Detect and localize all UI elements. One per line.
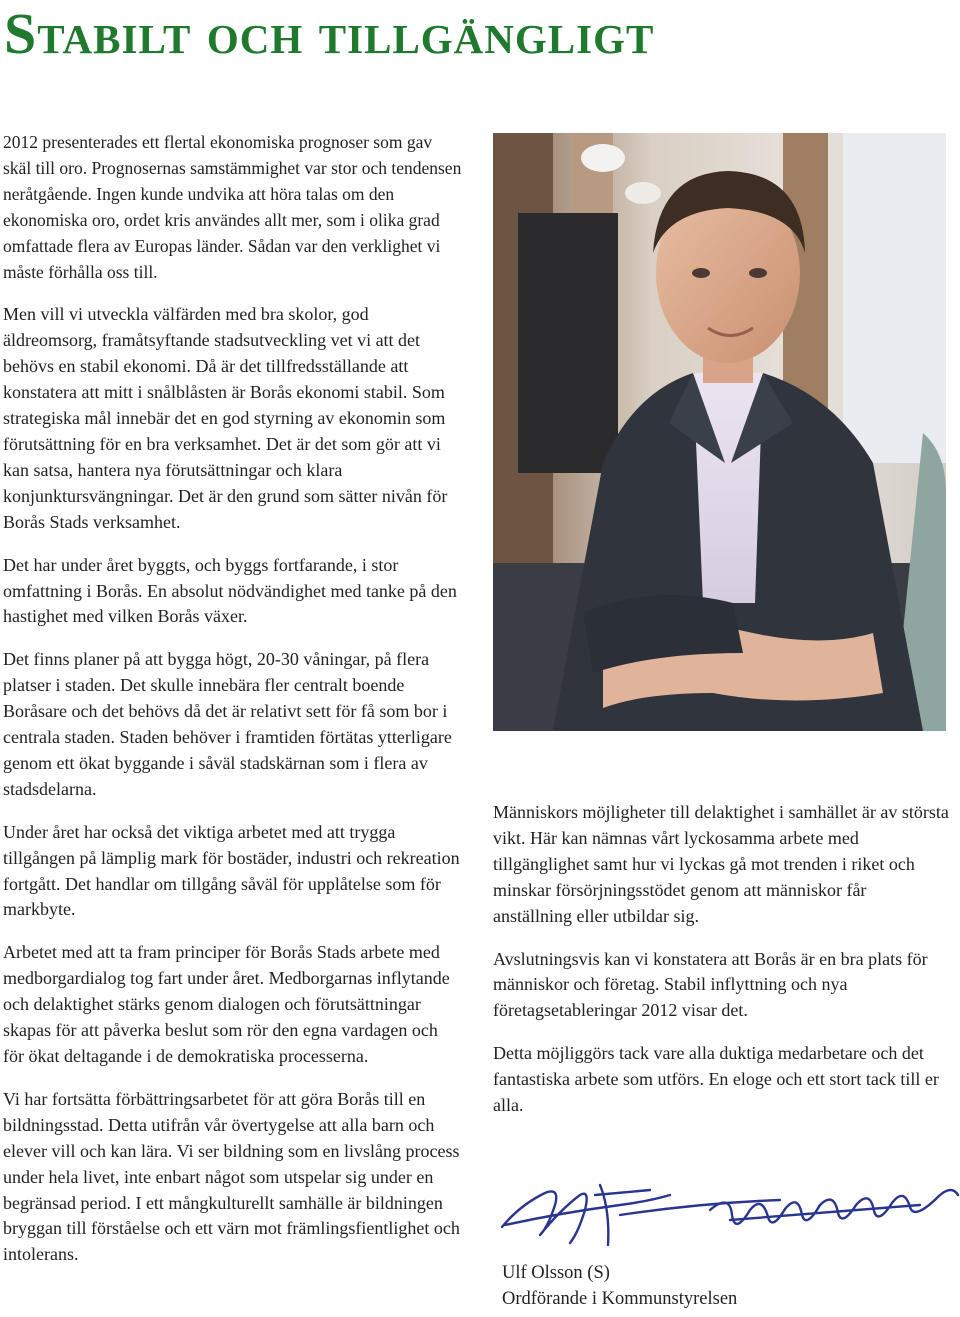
signatory-role: Ordförande i Kommunstyrelsen [502, 1289, 738, 1309]
paragraph-economy: Men vill vi utveckla välfärden med bra skolor, god äldreomsorg, framåtsyftande stadsutveckling vet vi att det behövs en stabil ekonomi. Då är det tillfredsställande att konstatera att mitt i snålblåsten är Borås ekonomi stabil. Som strategiska mål innebär det en god styrning av ekonomin som förutsättning för en bra verksamhet. Det är det som gör att vi kan satsa, hantera nya förutsättningar och klara konjunktursvängningar. Det är den grund som sätter nivån för Borås Stads verksamhet. [3, 304, 448, 532]
right-column [493, 800, 949, 1136]
paragraph-conclusion: Avslutningsvis kan vi konstatera att Borås är en bra plats för människor och företag. Stabil inflyttning och nya företagsetableringar 2012 visar det. [493, 948, 928, 1021]
paragraph-high-rise: Det finns planer på att bygga högt, 20-30 våningar, på flera platser i staden. Det skulle innebära fler centralt boende Boråsare och det behövs då det är relativt sett för få som bor i centrala staden. Staden behöver i framtiden förtätas ytterligare genom ett ökat byggande i såväl stadskärnan som i flera av stadsdelarna. [3, 649, 452, 799]
paragraph-participation: Människors möjligheter till delaktighet i samhället är av största vikt. Här kan nämnas vårt lyckosamma arbete med tillgänglighet samt hur vi lyckas gå mot trenden i riket och minskar försörjningsstödet genom att människor får anställning eller utbildar sig. [493, 802, 949, 926]
handwritten-signature [500, 1165, 960, 1260]
signatory-name: Ulf Olsson (S) [502, 1263, 610, 1283]
page-title: Stabilt och tillgängligt [4, 1, 655, 66]
paragraph-intro: 2012 presenterades ett flertal ekonomiska prognoser som gav skäl till oro. Prognosernas samstämmighet var stor och tendensen neråtgående. Ingen kunde undvika att höra talas om den ekonomiska oro, ordet kris användes allt mer, som i olika grad omfattade flera av Europas länder. Sådan var den verklighet vi måste förhålla oss till. [3, 132, 462, 282]
portrait-photo [493, 133, 946, 731]
left-column [3, 130, 463, 1285]
paragraph-dialogue: Arbetet med att ta fram principer för Borås Stads arbete med medborgardialog tog fart under året. Medborgarnas inflytande och delaktighet stärks genom dialogen och förutsättningar skapas för att påverka beslut som rör den egna vardagen och för ökat deltagande i de demokratiska processerna. [3, 942, 450, 1066]
paragraph-land: Under året har också det viktiga arbetet med att trygga tillgången på lämplig mark för bostäder, industri och rekreation fortgått. Det handlar om tillgång såväl för upplåtelse som för markbyte. [3, 821, 460, 920]
paragraph-thanks: Detta möjliggörs tack vare alla duktiga medarbetare och det fantastiska arbete som utförs. En eloge och ett stort tack till er alla. [493, 1043, 939, 1116]
paragraph-building: Det har under året byggts, och byggs fortfarande, i stor omfattning i Borås. En absolut nödvändighet med tanke på den hastighet med vilken Borås växer. [3, 554, 457, 627]
paragraph-education: Vi har fortsätta förbättringsarbetet för att göra Borås till en bildningsstad. Detta utifrån vår övertygelse att alla barn och elever vill och kan lära. Vi ser bildning som en livslång process under hela livet, inte enbart något som utspelar sig under en begränsad period. I ett mångkulturellt samhälle är bildningen bryggan till förståelse och ett värn mot främlingsfientlighet och intolerans. [3, 1088, 460, 1265]
